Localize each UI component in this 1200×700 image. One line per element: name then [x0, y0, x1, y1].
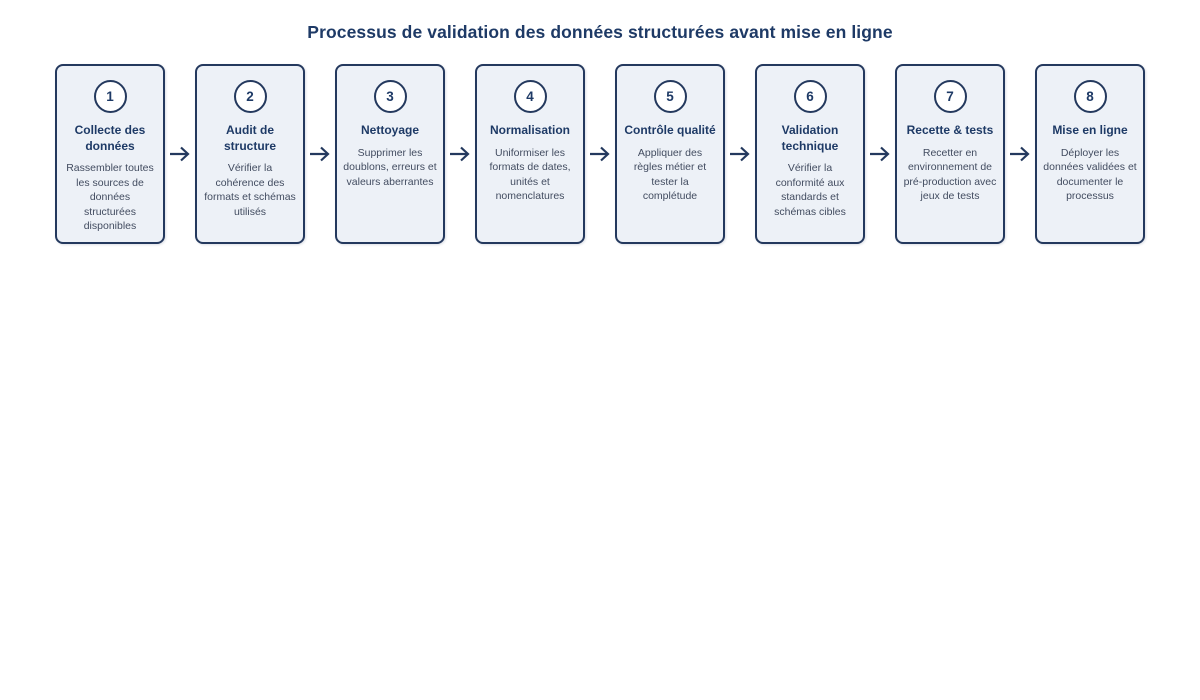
- flow-arrow: [305, 64, 335, 244]
- right-arrow-icon: [168, 144, 192, 164]
- step-number: 4: [526, 89, 534, 104]
- right-arrow-icon: [588, 144, 612, 164]
- step-number-badge: [1074, 80, 1107, 113]
- right-arrow-icon: [728, 144, 752, 164]
- flow-arrow: [445, 64, 475, 244]
- step-title: Recette & tests: [906, 123, 994, 137]
- step-description: Recetter en environnement de pré-production avec jeux de tests: [903, 146, 997, 202]
- step-description: Appliquer des règles métier et tester la complétude: [633, 146, 707, 202]
- step-description: Vérifier la conformité aux standards et schémas cibles: [774, 162, 846, 218]
- flow-arrow: [725, 64, 755, 244]
- flow-arrow: [585, 64, 615, 244]
- step-description: Supprimer les doublons, erreurs et valeurs aberrantes: [343, 146, 437, 188]
- flow-arrow: [165, 64, 195, 244]
- step-card: [475, 64, 585, 244]
- flow-arrow: [1005, 64, 1035, 244]
- right-arrow-icon: [1008, 144, 1032, 164]
- step-number-badge: [514, 80, 547, 113]
- step-number-badge: [794, 80, 827, 113]
- step-number: 5: [666, 89, 674, 104]
- right-arrow-icon: [308, 144, 332, 164]
- step-number-badge: [94, 80, 127, 113]
- step-number-badge: [654, 80, 687, 113]
- step-number: 6: [806, 89, 814, 104]
- process-flow: [0, 64, 1200, 244]
- step-title: Normalisation: [489, 123, 570, 137]
- step-number-badge: [234, 80, 267, 113]
- step-card: [755, 64, 865, 244]
- step-card: [335, 64, 445, 244]
- step-number-badge: [934, 80, 967, 113]
- step-title: Mise en ligne: [1052, 123, 1128, 137]
- step-number: 3: [386, 89, 394, 104]
- step-number: 8: [1086, 89, 1094, 104]
- right-arrow-icon: [448, 144, 472, 164]
- step-card: [1035, 64, 1145, 244]
- step-card: [55, 64, 165, 244]
- step-card: [615, 64, 725, 244]
- step-title: Audit de structure: [223, 123, 276, 153]
- step-description: Déployer les données validées et documenter le processus: [1043, 146, 1137, 202]
- step-card: [195, 64, 305, 244]
- step-title: Collecte des données: [74, 123, 146, 153]
- step-description: Rassembler toutes les sources de données structurées disponibles: [66, 162, 154, 232]
- step-title: Validation technique: [781, 123, 839, 153]
- step-card: [895, 64, 1005, 244]
- step-description: Uniformiser les formats de dates, unités et nomenclatures: [489, 146, 571, 202]
- step-title: Nettoyage: [360, 123, 419, 137]
- flow-arrow: [865, 64, 895, 244]
- step-number: 1: [106, 89, 114, 104]
- page-title: Processus de validation des données structurées avant mise en ligne: [307, 22, 893, 42]
- step-number: 7: [946, 89, 954, 104]
- step-description: Vérifier la cohérence des formats et schémas utilisés: [204, 162, 296, 218]
- step-number: 2: [246, 89, 254, 104]
- step-number-badge: [374, 80, 407, 113]
- right-arrow-icon: [868, 144, 892, 164]
- step-title: Contrôle qualité: [624, 123, 716, 137]
